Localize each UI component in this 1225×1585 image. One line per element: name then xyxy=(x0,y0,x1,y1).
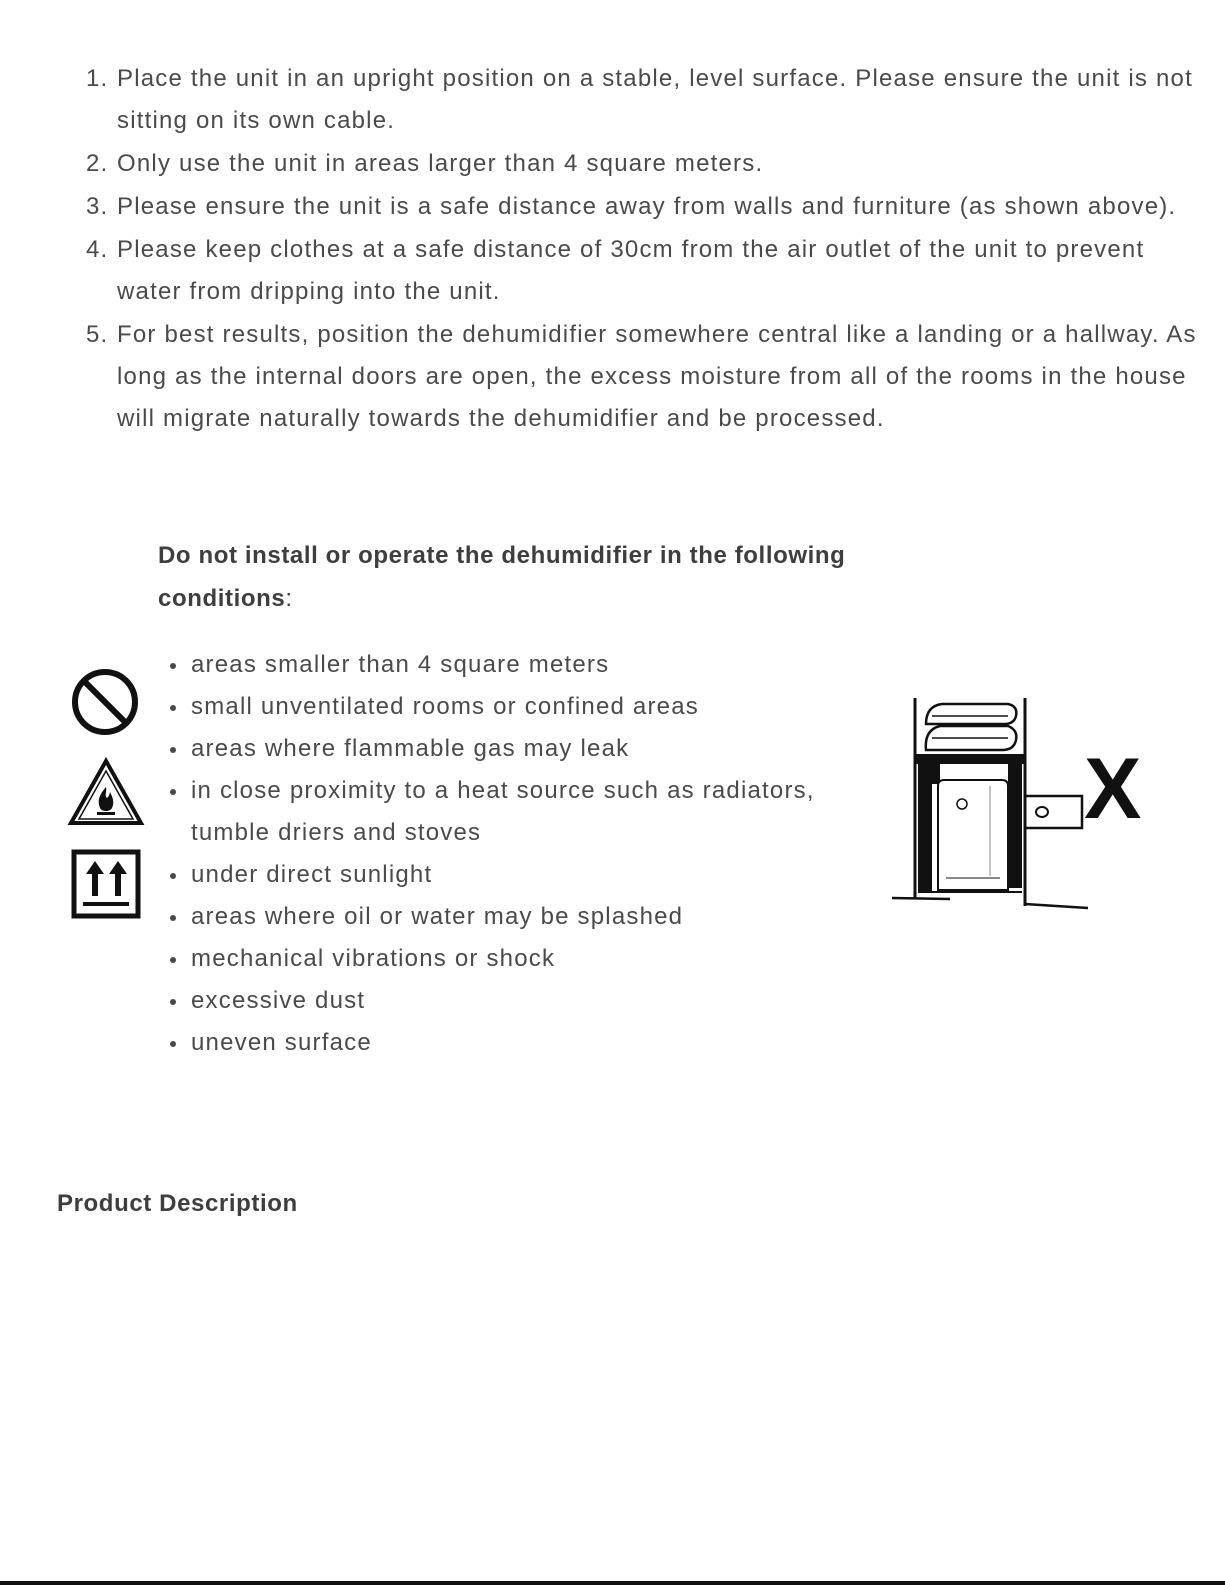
condition-item: uneven surface xyxy=(191,1022,871,1064)
step-text: Only use the unit in areas larger than 4 square meters. xyxy=(117,150,764,177)
this-way-up-icon xyxy=(71,849,141,919)
step-item xyxy=(86,143,1197,185)
cabinet-dehumidifier-illustration xyxy=(890,694,1160,916)
step-number: 2. xyxy=(86,150,109,177)
step-text: Please ensure the unit is a safe distance away from walls and furniture (as shown above). xyxy=(117,193,1177,220)
step-item xyxy=(86,58,1197,142)
step-item xyxy=(86,229,1197,313)
step-item xyxy=(86,186,1197,228)
conditions-list xyxy=(191,644,871,1064)
step-number: 1. xyxy=(86,65,109,92)
condition-item: excessive dust xyxy=(191,980,871,1022)
illustration-x-mark: X xyxy=(1084,741,1142,837)
flammable-warning-icon xyxy=(67,757,145,827)
condition-item: small unventilated rooms or confined areas xyxy=(191,686,871,728)
warning-heading-text: Do not install or operate the dehumidifier in the following conditions xyxy=(158,542,846,612)
step-item xyxy=(86,314,1197,440)
step-text: Please keep clothes at a safe distance of 30cm from the air outlet of the unit to prevent water from dripping into the unit. xyxy=(117,236,1145,305)
section-title: Product Description xyxy=(57,1190,298,1217)
step-number: 4. xyxy=(86,236,109,263)
condition-item: under direct sunlight xyxy=(191,854,871,896)
condition-item: areas smaller than 4 square meters xyxy=(191,644,871,686)
installation-steps xyxy=(86,58,1197,441)
condition-item: in close proximity to a heat source such as radiators, tumble driers and stoves xyxy=(191,770,871,854)
warning-heading-suffix: : xyxy=(285,585,293,612)
step-number: 5. xyxy=(86,321,109,348)
step-text: Place the unit in an upright position on a stable, level surface. Please ensure the unit is not sitting on its own cable. xyxy=(117,65,1193,134)
step-text: For best results, position the dehumidifier somewhere central like a landing or a hallway. As long as the internal doors are open, the excess moisture from all of the rooms in the house will migrate naturally towards the dehumidifier and be processed. xyxy=(117,321,1197,432)
no-entry-icon xyxy=(70,668,140,736)
bottom-rule xyxy=(0,1581,1225,1585)
condition-item: areas where flammable gas may leak xyxy=(191,728,871,770)
warning-heading xyxy=(158,534,858,620)
condition-item: areas where oil or water may be splashed xyxy=(191,896,871,938)
condition-item: mechanical vibrations or shock xyxy=(191,938,871,980)
step-number: 3. xyxy=(86,193,109,220)
